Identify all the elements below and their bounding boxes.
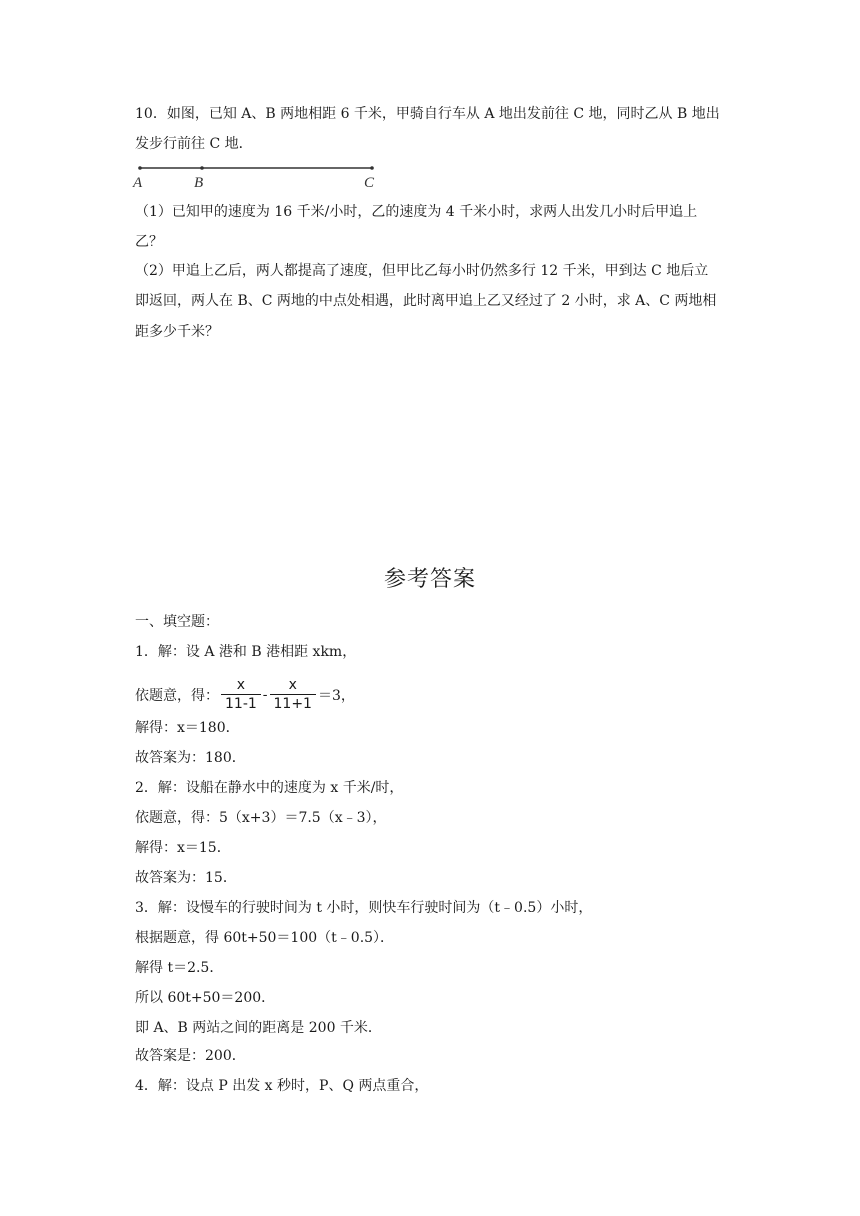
problem-10-text-line-2: 发步行前往 C 地． xyxy=(135,136,253,152)
fraction-1-denominator: 11-1 xyxy=(225,696,257,712)
answer-1-line-4: 故答案为：180． xyxy=(135,750,246,766)
answer-3-line-6: 故答案是：200． xyxy=(135,1048,246,1064)
question-2-line-1: （2）甲追上乙后，两人都提高了速度，但甲比乙每小时仍然多行 12 千米，甲到达 C 地后立 xyxy=(135,263,709,279)
equation-suffix: ＝3， xyxy=(317,687,355,704)
point-c xyxy=(370,166,374,170)
answer-2-line-2: 依题意，得：5（x+3）＝7.5（x﹣3）， xyxy=(135,810,387,826)
answer-4-line-1: 4．解：设点 P 出发 x 秒时，P、Q 两点重合， xyxy=(135,1078,429,1094)
answer-1-equation xyxy=(135,676,355,713)
fraction-2-denominator: 11+1 xyxy=(273,696,312,712)
question-1-line-1: （1）已知甲的速度为 16 千米/小时，乙的速度为 4 千米小时，求两人出发几小时后甲追上 xyxy=(135,204,698,220)
answer-3-line-5: 即 A、B 两站之间的距离是 200 千米． xyxy=(135,1020,382,1036)
section-fill-in-blank: 一、填空题： xyxy=(135,614,219,630)
answer-3-line-3: 解得 t＝2.5． xyxy=(135,960,224,976)
fraction-2 xyxy=(270,676,316,713)
fraction-2-numerator: x xyxy=(270,676,316,695)
answer-2-line-3: 解得：x＝15． xyxy=(135,840,231,856)
answers-title: 参考答案 xyxy=(383,567,476,592)
equation-prefix: 依题意，得： xyxy=(135,687,219,704)
fraction-1 xyxy=(221,676,261,713)
label-a: A xyxy=(133,175,143,191)
answer-2-line-1: 2．解：设船在静水中的速度为 x 千米/时， xyxy=(135,780,404,796)
question-2-line-2: 即返回，两人在 B、C 两地的中点处相遇，此时离甲追上乙又经过了 2 小时，求 A、C 两地相 xyxy=(135,293,717,309)
answer-3-line-4: 所以 60t+50＝200． xyxy=(135,990,276,1006)
point-a xyxy=(138,166,142,170)
answer-2-line-4: 故答案为：15． xyxy=(135,870,237,886)
answer-1-line-3: 解得：x＝180． xyxy=(135,720,240,736)
question-1-line-2: 乙？ xyxy=(135,234,163,250)
answer-3-line-2: 根据题意，得 60t+50＝100（t﹣0.5）． xyxy=(135,930,395,946)
answer-1-line-1: 1．解：设 A 港和 B 港相距 xkm， xyxy=(135,644,357,660)
label-c: C xyxy=(364,175,375,191)
answer-3-line-1: 3．解：设慢车的行驶时间为 t 小时，则快车行驶时间为（t﹣0.5）小时， xyxy=(135,900,593,916)
point-b xyxy=(200,166,204,170)
label-b: B xyxy=(194,175,204,191)
fraction-1-numerator: x xyxy=(221,676,261,695)
question-2-line-3: 距多少千米？ xyxy=(135,324,219,340)
problem-10-text-line-1: 10．如图，已知 A、B 两地相距 6 千米，甲骑自行车从 A 地出发前往 C 地，同时乙从 B 地出 xyxy=(135,106,720,122)
minus-sign: - xyxy=(262,686,268,703)
line-segment-diagram xyxy=(130,160,390,196)
